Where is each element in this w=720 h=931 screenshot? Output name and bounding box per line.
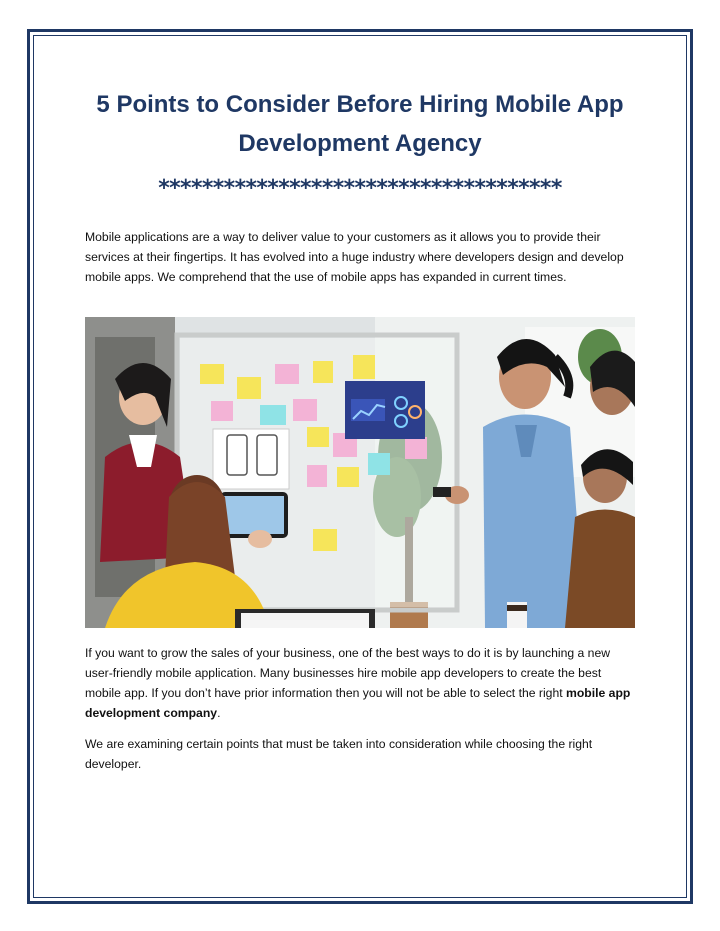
- document-title: 5 Points to Consider Before Hiring Mobile App Development Agency: [96, 91, 624, 157]
- examining-paragraph: We are examining certain points that must be taken into consideration while choosing the right developer.: [85, 737, 593, 771]
- project-analysis-panel: [345, 381, 425, 439]
- growth-paragraph-text: If you want to grow the sales of your business, one of the best ways to do it is by launching a new user-friendly mobile application. Many businesses hire mobile app developers to create the best mobile app. If you don’t have prior information then you will not be able to select the right: [85, 646, 611, 700]
- growth-paragraph-end: .: [217, 706, 221, 720]
- team-meeting-photo: [85, 317, 635, 628]
- star-separator: *************************************: [158, 176, 562, 201]
- growth-paragraph: [85, 643, 640, 723]
- mobile-app-company-link-text: mobile app development company: [85, 686, 631, 720]
- intro-paragraph: Mobile applications are a way to deliver value to your customers as it allows you to provide their services at their fingertips. It has evolved into a huge industry where developers design and develop mobile apps. We comprehend that the use of mobile apps has expanded in current times.: [85, 230, 624, 284]
